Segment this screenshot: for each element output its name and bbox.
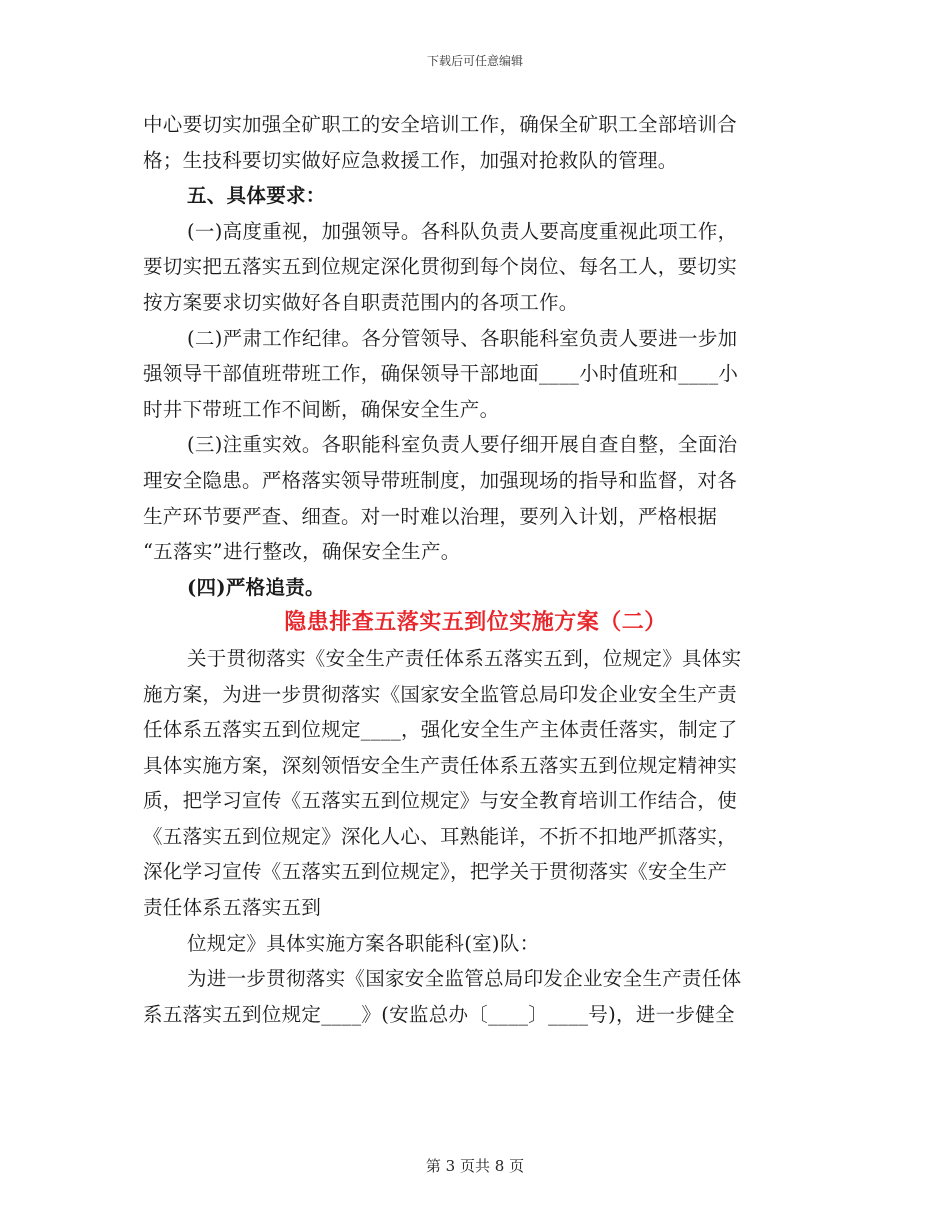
paragraph-line: 要切实把五落实五到位规定深化贯彻到每个岗位、每名工人，要切实: [143, 255, 738, 279]
paragraph-line: 质，把学习宣传《五落实五到位规定》与安全教育培训工作结合，使: [143, 789, 738, 813]
paragraph-line: 《五落实五到位规定》深化人心、耳熟能详，不折不扣地严抓落实，: [143, 824, 738, 848]
paragraph-line: 生产环节要严查、细查。对一时难以治理，要列入计划，严格根据: [143, 504, 718, 528]
paragraph-line: 关于贯彻落实《安全生产责任体系五落实五到，位规定》具体实: [187, 646, 742, 670]
paragraph-line: (二)严肃工作纪律。各分管领导、各职能科室负责人要进一步加: [187, 326, 738, 350]
section-heading: 五、具体要求：: [187, 184, 326, 208]
document-body: [143, 107, 808, 1032]
paragraph-line: 任体系五落实五到位规定____，强化安全生产主体责任落实，制定了: [143, 718, 738, 742]
document-title: 隐患排查五落实五到位实施方案（二）: [284, 609, 667, 636]
paragraph-line: 时井下带班工作不间断，确保安全生产。: [143, 397, 500, 421]
paragraph-line: 理安全隐患。严格落实领导带班制度，加强现场的指导和监督，对各: [143, 468, 738, 492]
paragraph-line: “五落实”进行整改，确保安全生产。: [143, 540, 461, 564]
paragraph-line: 中心要切实加强全矿职工的安全培训工作，确保全矿职工全部培训合: [143, 113, 738, 136]
paragraph-line: 按方案要求切实做好各自职责范围内的各项工作。: [143, 290, 579, 314]
paragraph-line: 责任体系五落实五到: [143, 896, 322, 920]
paragraph-line: 具体实施方案，深刻领悟安全生产责任体系五落实五到位规定精神实: [143, 753, 738, 777]
subsection-heading: (四)严格追责。: [187, 575, 325, 599]
paragraph-line: 位规定》具体实施方案各职能科(室)队：: [187, 931, 540, 955]
page-number: 第 3 页共 8 页: [425, 1157, 525, 1175]
page-header: 下载后可任意编辑: [426, 54, 523, 68]
paragraph-line: 为进一步贯彻落实《国家安全监管总局印发企业安全生产责任体: [187, 967, 742, 991]
paragraph-line: 深化学习宣传《五落实五到位规定》，把学关于贯彻落实《安全生产: [143, 860, 728, 884]
paragraph-line: (一)高度重视，加强领导。各科队负责人要高度重视此项工作，: [187, 219, 738, 243]
paragraph-line: 系五落实五到位规定____》(安监总办〔____〕____号)，进一步健全: [143, 1002, 735, 1026]
paragraph-line: 施方案，为进一步贯彻落实《国家安全监管总局印发企业安全生产责: [143, 682, 738, 706]
paragraph-line: (三)注重实效。各职能科室负责人要仔细开展自查自整，全面治: [187, 433, 738, 457]
paragraph-line: 强领导干部值班带班工作，确保领导干部地面____小时值班和____小: [143, 362, 739, 386]
paragraph-line: 格；生技科要切实做好应急救援工作，加强对抢救队的管理。: [143, 148, 678, 172]
